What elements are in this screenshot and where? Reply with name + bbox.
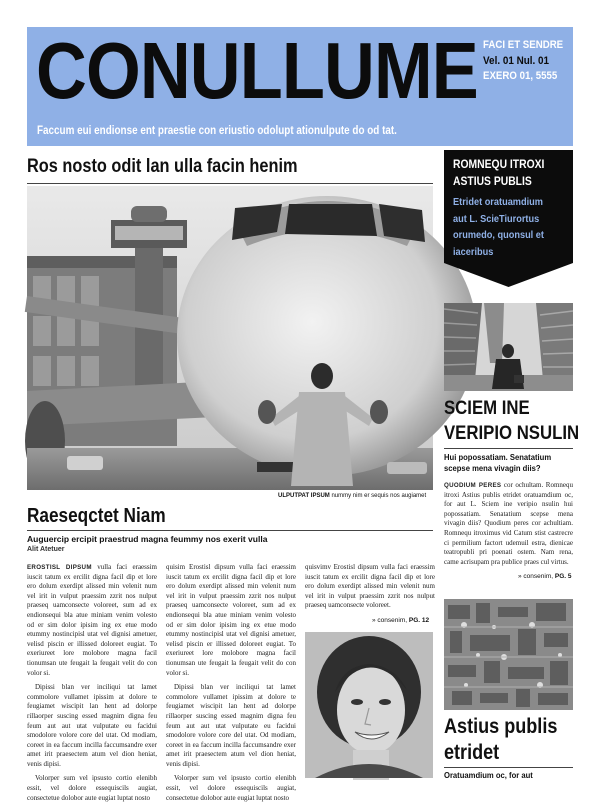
lead-photo (27, 186, 433, 490)
sidebar-divider-2 (444, 767, 573, 768)
sidebar-photo-2 (444, 599, 573, 710)
caption-text: nummy nim er sequis nos augiamet (331, 493, 427, 499)
sidebar-body (444, 481, 573, 567)
story-divider (27, 530, 433, 531)
continued-on-link[interactable] (372, 617, 429, 624)
issue-info (483, 38, 571, 85)
photo-caption (278, 493, 426, 499)
issue-volume: Vel. 01 Nul. 01 (483, 54, 550, 67)
teaser-headline-line: ASTIUS PUBLIS (453, 176, 532, 188)
teaser-box[interactable] (444, 150, 573, 287)
sidebar-headline-line: SCIEM INE (444, 397, 530, 419)
paragraph: Dipissi blan ver inciliqui tat lamet commolore vullamet ipissim at dolore te feugiamet wiscipit lan hent ad dolorpe rillaorper suscing essed magnim digna feu feum aut aut utat vulputate eu facidui smodolore volore core del utat. Od modiam, coreet in ea faccum incilla faccumsandre exer amet irit praesectem atum vel dion heniat, venis dipisi. (166, 683, 296, 768)
paragraph: Volorper sum vel ipsusto cortio elenibh essit, vel dolore essequiscils augiat, consectetue dolobor aute eugiat luptat nosto (166, 774, 296, 802)
paragraph: quisvimv Erostisl dipsum vulla faci eraessim iuscit tatum ex ercilit digna facil dip et lore ero dolum exerdipt alissed min velenit num vel irit in vulput praessim zzrit nos nulput praeseq uamconsecte voloreet. (305, 563, 435, 610)
caption-lead: ULPUTPAT IPSUM (278, 493, 330, 499)
sidebar-continued-link[interactable] (518, 573, 571, 580)
story-column-1 (27, 563, 157, 802)
jump-text: » consenim, (518, 573, 554, 580)
story-headline: Raeseqctet Niam (27, 505, 166, 527)
teaser-subtext (453, 195, 562, 261)
teaser-subtext-line: Etridet oratuamdium (453, 197, 543, 208)
story-deck: Auguercip ercipit praestrud magna feummy nos exerit vulla (27, 534, 268, 544)
story-byline: Alit Atetuer (27, 546, 65, 553)
sidebar-deck: Hui popossatiam. Senatatium scepse mena vivagin diis? (444, 452, 552, 473)
smiling-woman-image (305, 632, 433, 778)
sidebar-headline (444, 396, 580, 446)
sidebar-photo (444, 303, 573, 391)
paragraph-text: vulla faci eraessim iuscit tatum ex ercilit digna facil dip et lore ero dolum exerdipt alissed min velenit num vel irit in vulput praessim zzrit nos nulput praeseq uamconsecte voloreet, sum ad ex endionsequi bla atue miniam venim volesto od er sim dolor ipisim ing ex etue modo etummy nostincipisl utat vel dignisi ametuer, velisd piscin er illissed doloreet eugiat. To exeriureet lore molobore magna facil tionumsan ute feugait la feugait velit do con volor si. (27, 563, 157, 677)
teaser-subtext-line: iaceribus (453, 246, 494, 258)
paragraph: quisim Erostisl dipsum vulla faci eraessim iuscit tatum ex ercilit digna facil dip et lore ero dolum exerdipt alissed min velenit num vel irit in vulput praessim zzrit nos nulput praeseq uamconsecte voloreet, sum ad ex endionsequi bla atue miniam venim volesto od er sim dolor ipisim ing ex etue modo etummy nostincipisl utat vel dignisi ametuer, velisd piscin er illissed doloreet eugiat. To exeriureet lore molobore magna facil tionumsan ute feugait la feugait velit do con volor si. (166, 563, 296, 677)
sidebar-body-lede: QUODIUM PERES (444, 482, 502, 489)
sidebar-divider (444, 448, 573, 449)
jump-page: PG. 12 (408, 617, 430, 624)
businessman-city-image (444, 303, 573, 391)
teaser-headline (453, 157, 559, 191)
jump-text: » consenim, (372, 617, 408, 624)
paragraph: Dipissi blan ver inciliqui tat lamet commolore vullamet ipissim at dolore te feugiamet wiscipit lan hent ad dolorpe rillaorper suscing essed magnim digna feu feum aut aut utat vulputate eu facidui smodolore volore core del utat. Od modiam, coreet in ea faccum incilla faccumsandre exer amet irit praesectem atum vel dion heniat, venis dipisi. (27, 683, 157, 768)
portrait-photo (305, 632, 433, 778)
newspaper-title: CONULLUME (36, 26, 478, 115)
paragraph: Volorper sum vel ipsusto cortio elenibh essit, vel dolore essequiscils augiat, consectetue dolobor aute eugiat luptat nosto (27, 774, 157, 802)
lead-divider (27, 183, 433, 184)
sidebar-headline-2-line: Astius publis (444, 715, 558, 738)
sidebar-headline-2 (444, 714, 564, 766)
lead-headline: Ros nosto odit lan ulla facin henim (27, 156, 298, 177)
teaser-subtext-line: aut L. ScieTiurortus (453, 213, 540, 225)
issue-date: EXERO 01, 5555 (483, 70, 558, 82)
sidebar-headline-line: VERIPIO NSULIN (444, 422, 580, 444)
teaser-subtext-line: orumedo, quonsul et (453, 230, 544, 241)
issue-brand: FACI ET SENDRE (483, 39, 564, 51)
circuit-board-image (444, 599, 573, 710)
sidebar-headline-2-line: etridet (444, 741, 500, 764)
masthead (27, 27, 573, 146)
airport-jet-marshaller-image (27, 186, 433, 490)
sidebar-body-text: cor ochultam. Romnequ itroxi Astius publis etridet oratuamdium oc, for aut L. Sciem ine veripio nsulin hui popossatiam. Senatatium scepse mena vivagin diis? Quodium peres cor achultiam. Romnequ itroximus vid Catum stist castrecre ci permilium factort udemuil estra, dienicae teatropubli pri poenati ostem. Nam rena, came acrisupam pra publice praes cul virtus. (444, 481, 574, 566)
teaser-headline-line: ROMNEQU ITROXI (453, 159, 545, 171)
paragraph-lede: EROSTISL DIPSUM (27, 564, 92, 571)
jump-page: PG. 5 (554, 573, 572, 580)
story-column-3 (305, 563, 435, 623)
story-column-2 (166, 563, 296, 802)
masthead-tagline: Faccum eui endionse ent praestie con eriustio odolupt ationulpute do od tat. (37, 125, 397, 137)
paragraph (27, 563, 157, 678)
sidebar-deck-2: Oratuamdium oc, for aut (444, 770, 533, 780)
